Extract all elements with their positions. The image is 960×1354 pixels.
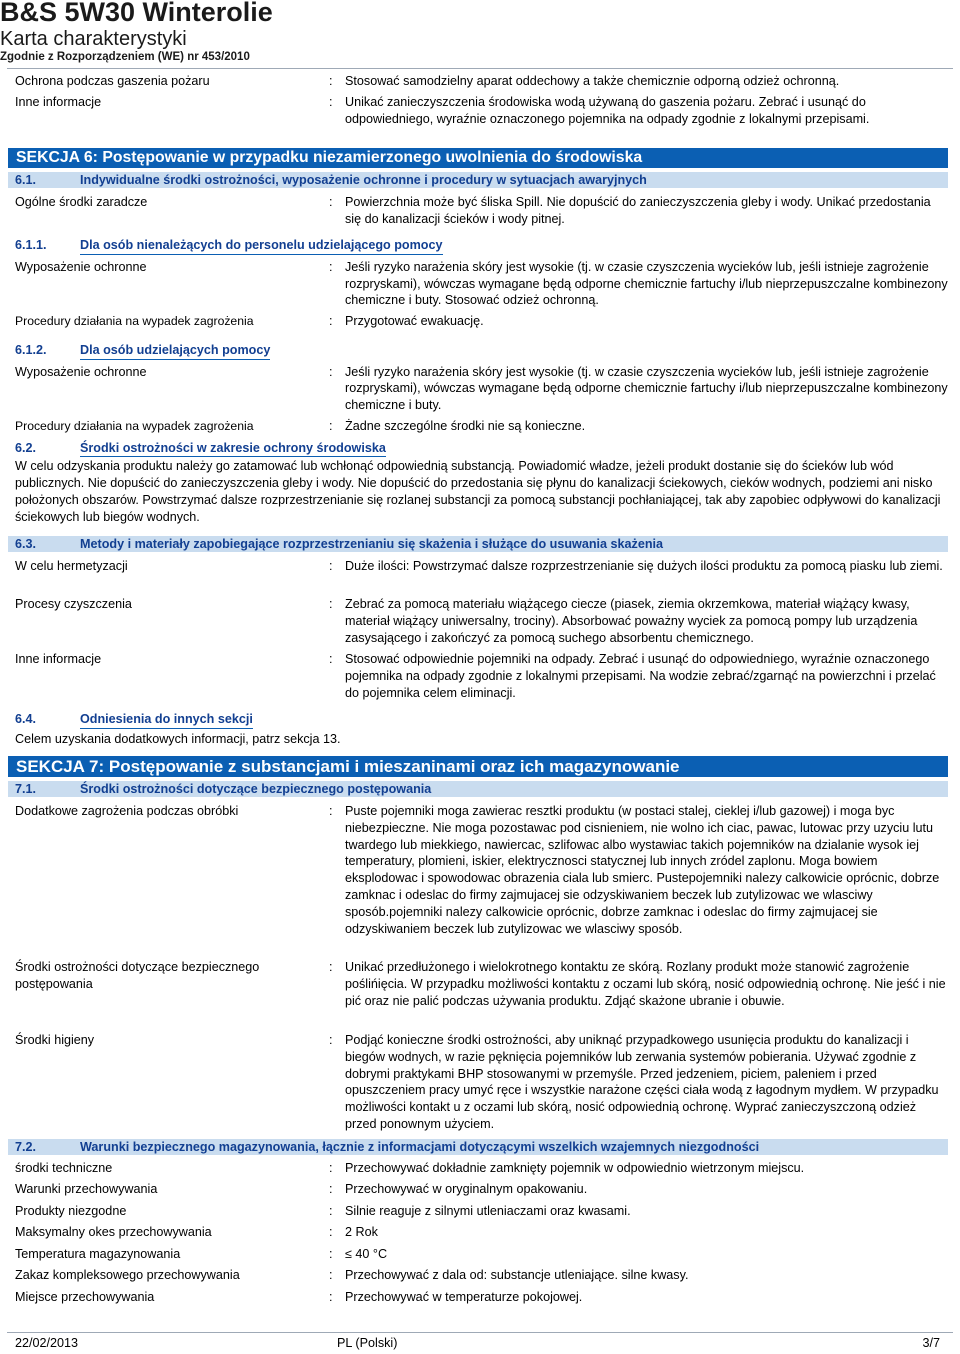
section-7-heading: SEKCJA 7: Postępowanie z substancjami i mieszaninami oraz ich magazynowanie: [8, 756, 948, 777]
subsection-title: Warunki bezpiecznego magazynowania, łącznie z informacjami dotyczącymi wszelkich wzajemnych niezgodności: [80, 1139, 760, 1154]
field-row: [15, 364, 955, 418]
field-label: Maksymalny okes przechowywania: [15, 1225, 212, 1240]
field-label: Wyposażenie ochronne: [15, 364, 147, 379]
field-colon: :: [329, 259, 333, 274]
field-colon: :: [329, 1246, 333, 1261]
field-colon: :: [329, 95, 333, 109]
subsection-number: 6.3.: [15, 537, 37, 552]
field-row: [15, 651, 955, 709]
field-row: [15, 959, 955, 1032]
field-row: [15, 803, 955, 959]
field-value: Silnie reaguje z silnymi utleniaczami oraz kwasami.: [345, 1203, 631, 1218]
field-label: środki techniczne: [15, 1160, 113, 1175]
field-label: Procedury działania na wypadek zagrożenia: [15, 313, 254, 328]
subsection-7-1-heading: [8, 781, 948, 797]
field-colon: :: [329, 313, 333, 328]
field-row: [15, 1267, 955, 1289]
field-row: [15, 1203, 955, 1225]
subsection-title: Środki ostrożności dotyczące bezpiecznego postępowania: [80, 781, 432, 796]
subsection-title: Dla osób udzielających pomocy: [80, 342, 270, 360]
field-colon: :: [329, 1182, 333, 1197]
field-colon: :: [329, 803, 333, 818]
field-colon: :: [329, 652, 333, 667]
subsection-number: 6.1.1.: [15, 238, 47, 252]
field-label: Środki higieny: [15, 1032, 95, 1047]
field-value: Stosować samodzielny aparat oddechowy a także chemicznie odporną odzież ochronną.: [345, 74, 840, 88]
subsection-title: Indywidualne środki ostrożności, wyposażenie ochronne i procedury w sytuacjach awaryjnych: [80, 173, 647, 187]
subsection-number: 6.1.: [15, 173, 37, 187]
field-row: [15, 1289, 955, 1311]
revision-date: 22/02/2013: [15, 1336, 79, 1350]
subsection-6-1-1-heading: [8, 237, 955, 255]
field-label: Produkty niezgodne: [15, 1203, 127, 1218]
subsection-number: 6.2.: [15, 440, 37, 455]
field-colon: :: [329, 959, 333, 974]
subsection-6-1-heading: [8, 172, 948, 188]
field-value: Zebrać za pomocą materiału wiążącego ciecze (piasek, ziemia okrzemkowa, materiał wiążący kwasy, materiał wiążący uniwersalny, trociny). Absorbować poważny wyciek za pomocą pompy lub urządzenia zasysającego i zakończyć za pomocą suchego absorbentu chemicznego.: [345, 597, 918, 645]
subsection-7-2-heading: [8, 1139, 948, 1155]
field-label: Ochrona podczas gaszenia pożaru: [15, 74, 210, 88]
field-row: [15, 418, 955, 438]
field-label: Inne informacje: [15, 652, 102, 667]
field-label: Warunki przechowywania: [15, 1182, 158, 1197]
paragraph: Celem uzyskania dodatkowych informacji, patrz sekcja 13.: [15, 732, 341, 747]
field-row: [15, 259, 955, 313]
document-type: Karta charakterystyki: [0, 28, 187, 50]
field-value: Przygotować ewakuację.: [345, 313, 484, 328]
field-value: Jeśli ryzyko narażenia skóry jest wysokie (tj. w czasie czyszczenia wycieków lub, jeśli istnieje zagrożenie rozpryskami), wówczas wymagane będą odporne chemicznie fartuchy i/lub nieprzepuszczalne kombinezony chemiczne i buty. Stosować odzież ochronną.: [345, 259, 948, 308]
subsection-6-1-2-heading: [8, 342, 955, 360]
footer-divider: [7, 1332, 953, 1333]
field-label: Zakaz kompleksowego przechowywania: [15, 1268, 240, 1283]
document-header: [0, 0, 960, 68]
field-value: Puste pojemniki moga zawierac resztki produktu (w postaci stalej, cieklej i/lub gazowej) i moga byc niebezpieczne. Nie moga pozostawac pod cisnieniem, nie wolno ich ciac, pawac, lutowac przy uzyciu lutu twardego lub miekkiego, nawiercac, szlifowac albo wystawiac takich pojemników na dzialanie wysok iej temperatury, plomieni, iskier, elektrycznosci statycznej lub innych zródel zaplonu. Moga bowiem eksplodowac i spowodowac obrazenia ciala lub smierc. Pustepojemniki nalezy calkowicie oprócnic, dobrze zamknac i odeslac do firmy zajmujacej sie odzyskiwaniem beczek lub zutylizowac we wlasciwy sposób.pojemniki nalezy calkowicie oprócnic, dobrze zamknac i odeslac do firmy zajmujacej sie odzyskiwaniem beczek lub zutylizowac we wlasciwy sposób.: [345, 803, 940, 936]
subsection-6-2-heading: [8, 440, 955, 458]
field-label: Temperatura magazynowania: [15, 1246, 181, 1261]
header-divider: [7, 68, 953, 69]
field-value: 2 Rok: [345, 1225, 378, 1240]
subsection-number: 7.1.: [15, 781, 37, 796]
subsection-title: Odniesienia do innych sekcji: [80, 711, 253, 729]
subsection-title: Metody i materiały zapobiegające rozprzestrzenianiu się skażenia i służące do usuwania skażenia: [80, 537, 664, 552]
field-colon: :: [329, 1225, 333, 1240]
field-row: [15, 194, 955, 239]
section-6-heading: SEKCJA 6: Postępowanie w przypadku niezamierzonego uwolnienia do środowiska: [8, 148, 948, 168]
field-colon: :: [329, 195, 333, 209]
field-colon: :: [329, 74, 333, 88]
field-value: Jeśli ryzyko narażenia skóry jest wysokie (tj. w czasie czyszczenia wycieków lub, jeśli istnieje zagrożenie rozpryskami), wówczas wymagane będą odporne chemicznie fartuchy i/lub nieprzepuszczalne kombinezony chemiczne i buty.: [345, 364, 948, 413]
field-row: [15, 1224, 955, 1246]
field-colon: :: [329, 1160, 333, 1175]
field-value: Przechowywać z dala od: substancje utleniające. silne kwasy.: [345, 1268, 689, 1283]
subsection-6-4-heading: [8, 711, 955, 729]
field-label: Inne informacje: [15, 95, 102, 109]
product-title: B&S 5W30 Winterolie: [0, 0, 273, 27]
field-value: Przechowywać dokładnie zamknięty pojemnik w odpowiednio wietrzonym miejscu.: [345, 1160, 805, 1175]
field-label: Procesy czyszczenia: [15, 597, 132, 612]
field-row: [15, 73, 955, 94]
page-number: 3/7: [922, 1336, 940, 1350]
field-value: Unikać przedłużonego i wielokrotnego kontaktu ze skórą. Rozlany produkt może stanowić zagrożenie poślińięcia. W przypadku możliwości kontaktu z oczami lub skórą, nosić odpowiednią ochronę. Nie jeść i nie pić oraz nie palić podczas używania produktu. Zdjąć skażone ubranie i obuwie.: [345, 959, 946, 1008]
field-value: Żadne szczególne środki nie są konieczne.: [345, 418, 586, 433]
field-row: [15, 94, 955, 137]
field-value: Stosować odpowiednie pojemniki na odpady. Zebrać i usunąć do odpowiedniego, wyraźnie oznaczonego pojemnika na odpady zgodnie z lokalnymi przepisami. Na wodzie zebrać/zgarnąć na powierzchni i przelać do pojemnika celem eliminacji.: [345, 652, 936, 700]
field-colon: :: [329, 418, 333, 433]
paragraph: W celu odzyskania produktu należy go zatamować lub wchłonąć odpowiednią substancją. Powiadomić władze, jeżeli produkt dostanie się do ścieków lub wód publicznych. Nie dopuścić do zanieczyszczenia gleby i wody. Nie dopuścić do przedostania się płynu do kanalizacji ściekowych, cieków wodnych, podziemi ani nisko położonych obszarów. Powstrzymać dalsze rozprzestrzenianie się rozlanej substancji za pomocą substancji pochłaniającej, tak aby zapobiec odpływowi do kanalizacji ściekowych lub biegów wodnych.: [15, 459, 941, 524]
field-row: [15, 1032, 955, 1138]
field-label: W celu hermetyzacji: [15, 559, 128, 574]
field-colon: :: [329, 1268, 333, 1283]
document-language: PL (Polski): [337, 1336, 398, 1350]
field-row: [15, 1181, 955, 1203]
field-value: Podjąć konieczne środki ostrożności, aby uniknąć przypadkowego usunięcia produktu do kanalizacji i biegów wodnych, w razie pęknięcia pojemników lub zerwania systemów pobierania. Używać zgodnie z dobrymi praktykami BHP stosowanymi w przemyśle. Przed jedzeniem, piciem, paleniem i przed opuszczeniem pracy umyć ręce i wszystkie narażone części ciała wodą z łagodnym mydłem. W przypadku możliwości kontakt u z oczami lub skórą, nosić odpowiednią ochronę. Wyprać zanieczyszczoną odzież przed ponownym użyciem.: [345, 1032, 939, 1131]
field-label: Procedury działania na wypadek zagrożenia: [15, 418, 254, 433]
field-colon: :: [329, 1289, 333, 1304]
regulation-reference: Zgodnie z Rozporządzeniem (WE) nr 453/2010: [0, 51, 250, 63]
subsection-6-3-heading: [8, 536, 948, 552]
field-label: Środki ostrożności dotyczące bezpiecznego postępowania: [15, 959, 260, 991]
field-colon: :: [329, 1032, 333, 1047]
field-colon: :: [329, 364, 333, 379]
field-row: [15, 1246, 955, 1268]
field-value: Unikać zanieczyszczenia środowiska wodą używaną do gaszenia pożaru. Zebrać i usunąć do odpowiedniego, wyraźnie oznaczonego pojemnika na odpady zgodnie z lokalnymi przepisami.: [345, 95, 870, 126]
field-label: Dodatkowe zagrożenia podczas obróbki: [15, 803, 239, 818]
field-row: [15, 558, 955, 596]
field-label: Ogólne środki zaradcze: [15, 195, 148, 209]
field-value: Powierzchnia może być śliska Spill. Nie dopuścić do zanieczyszczenia gleby i wody. Unikać przedostania się do kanalizacji ścieków i wody pitnej.: [345, 195, 931, 226]
field-value: Duże ilości: Powstrzymać dalsze rozprzestrzenianie się dużych ilości produktu za pomocą piasku lub ziemi.: [345, 559, 943, 574]
field-colon: :: [329, 597, 333, 612]
field-value: ≤ 40 °C: [345, 1246, 388, 1261]
field-value: Przechowywać w temperaturze pokojowej.: [345, 1289, 583, 1304]
field-row: [15, 596, 955, 651]
subsection-title: Środki ostrożności w zakresie ochrony środowiska: [80, 440, 386, 458]
field-colon: :: [329, 1203, 333, 1218]
document-body: [15, 73, 955, 1310]
field-label: Wyposażenie ochronne: [15, 259, 147, 274]
field-label: Miejsce przechowywania: [15, 1289, 155, 1304]
subsection-title: Dla osób nienależących do personelu udzielającego pomocy: [80, 237, 443, 255]
field-value: Przechowywać w oryginalnym opakowaniu.: [345, 1182, 588, 1197]
subsection-number: 6.1.2.: [15, 342, 47, 357]
field-row: [15, 1160, 955, 1182]
field-row: [15, 313, 955, 340]
field-colon: :: [329, 559, 333, 574]
page-footer: [15, 1336, 940, 1352]
subsection-number: 6.4.: [15, 712, 37, 727]
subsection-number: 7.2.: [15, 1139, 37, 1154]
